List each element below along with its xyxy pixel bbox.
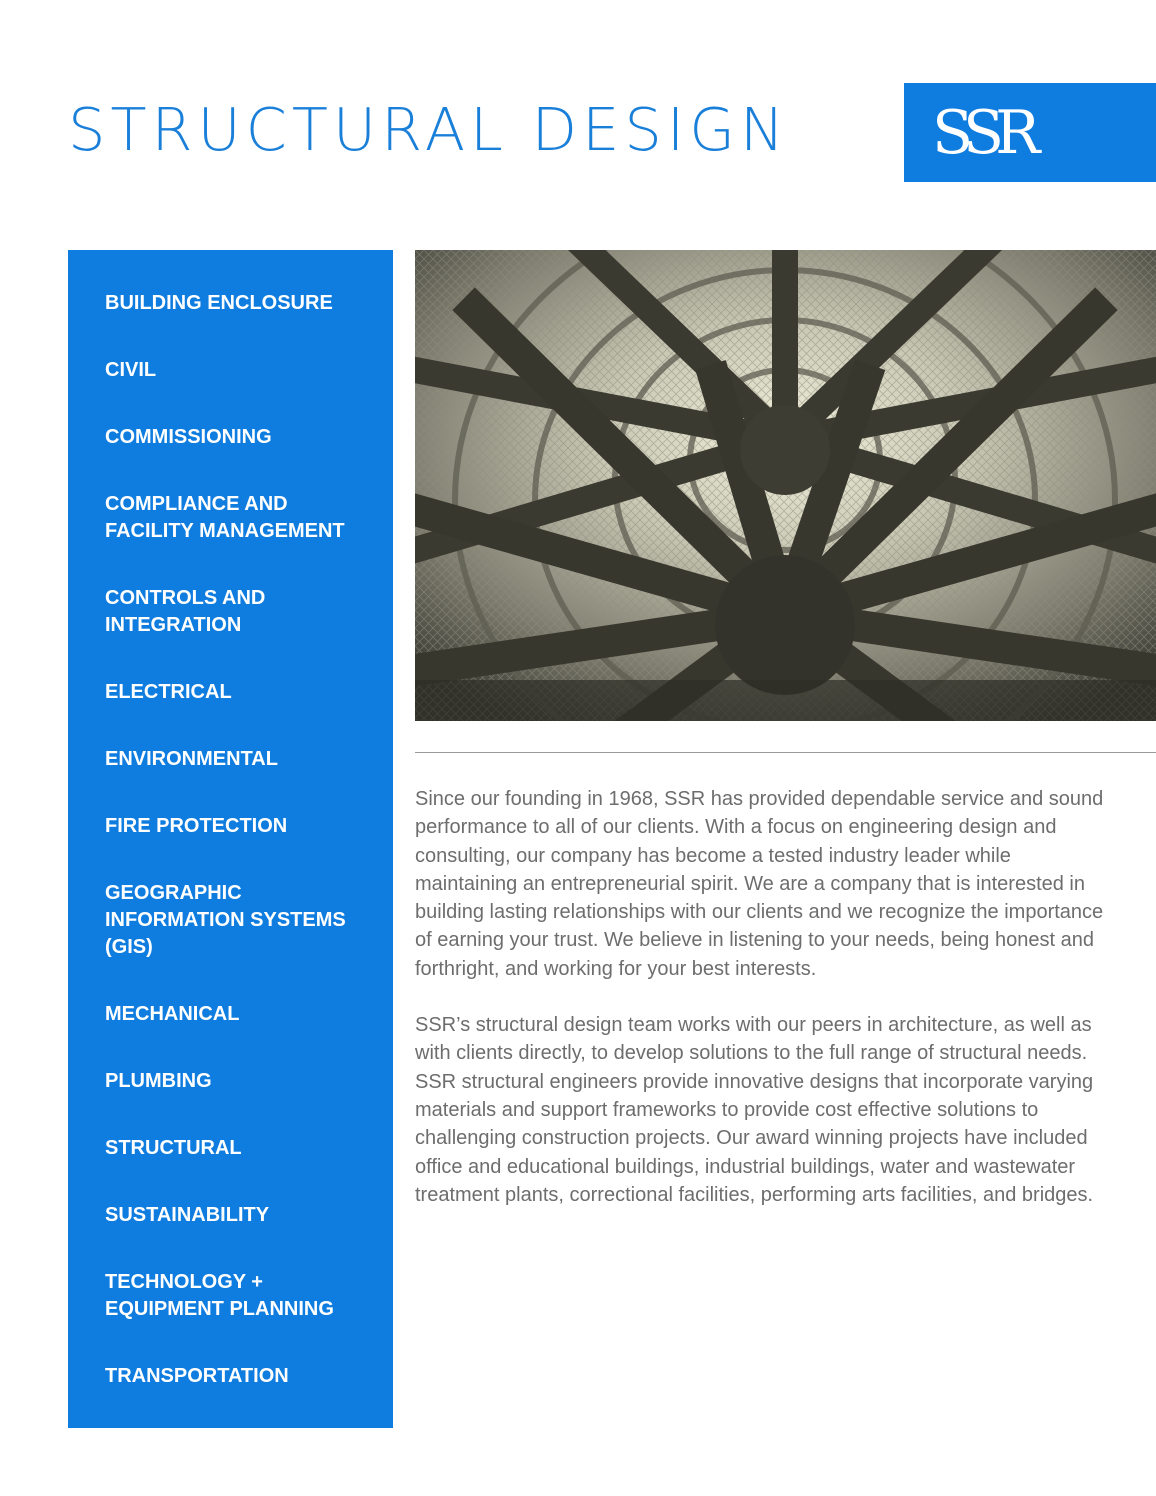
service-item-environmental[interactable]: ENVIRONMENTAL [105,748,278,770]
service-item-sustainability[interactable]: SUSTAINABILITY [105,1204,270,1226]
service-item-plumbing[interactable]: PLUMBING [105,1070,212,1092]
service-item-transportation[interactable]: TRANSPORTATION [105,1365,289,1387]
structural-dome-photo [415,250,1156,721]
logo-text: SSR [932,97,1032,168]
service-item-gis[interactable]: GEOGRAPHIC INFORMATION SYSTEMS (GIS) [105,882,346,958]
service-item-technology[interactable]: TECHNOLOGY + EQUIPMENT PLANNING [105,1271,334,1320]
service-item-electrical[interactable]: ELECTRICAL [105,681,232,703]
intro-paragraph: Since our founding in 1968, SSR has provided dependable service and sound performance to all of our clients. With a focus on engineering design and consulting, our company has become a tested industry leader while maintaining an entrepreneurial spirit. We are a company that is interested in building lasting relationships with our clients and we recognize the importance of earning your trust. We believe in listening to your needs, being honest and forthright, and working for your best interests. [415,788,1104,980]
service-item-mechanical[interactable]: MECHANICAL [105,1003,240,1025]
service-item-building-enclosure[interactable]: BUILDING ENCLOSURE [105,292,333,314]
section-divider [415,752,1156,753]
service-item-commissioning[interactable]: COMMISSIONING [105,426,272,448]
service-item-compliance[interactable]: COMPLIANCE AND FACILITY MANAGEMENT [105,493,345,542]
services-sidebar [68,250,393,1428]
service-item-structural[interactable]: STRUCTURAL [105,1137,242,1159]
ssr-logo [904,83,1156,182]
service-item-civil[interactable]: CIVIL [105,359,157,381]
structural-paragraph: SSR’s structural design team works with our peers in architecture, as well as with clients directly, to develop solutions to the full range of structural needs. SSR structural engineers provide innovative designs that incorporate varying materials and support frameworks to provide cost effective solutions to challenging construction projects. Our award winning projects have included office and educational buildings, industrial buildings, water and wastewater treatment plants, correctional facilities, performing arts facilities, and bridges. [415,1014,1094,1206]
service-item-fire-protection[interactable]: FIRE PROTECTION [105,815,288,837]
page-title: STRUCTURAL DESIGN [68,95,790,164]
body-copy [415,785,1105,1237]
service-item-controls[interactable]: CONTROLS AND INTEGRATION [105,587,266,636]
